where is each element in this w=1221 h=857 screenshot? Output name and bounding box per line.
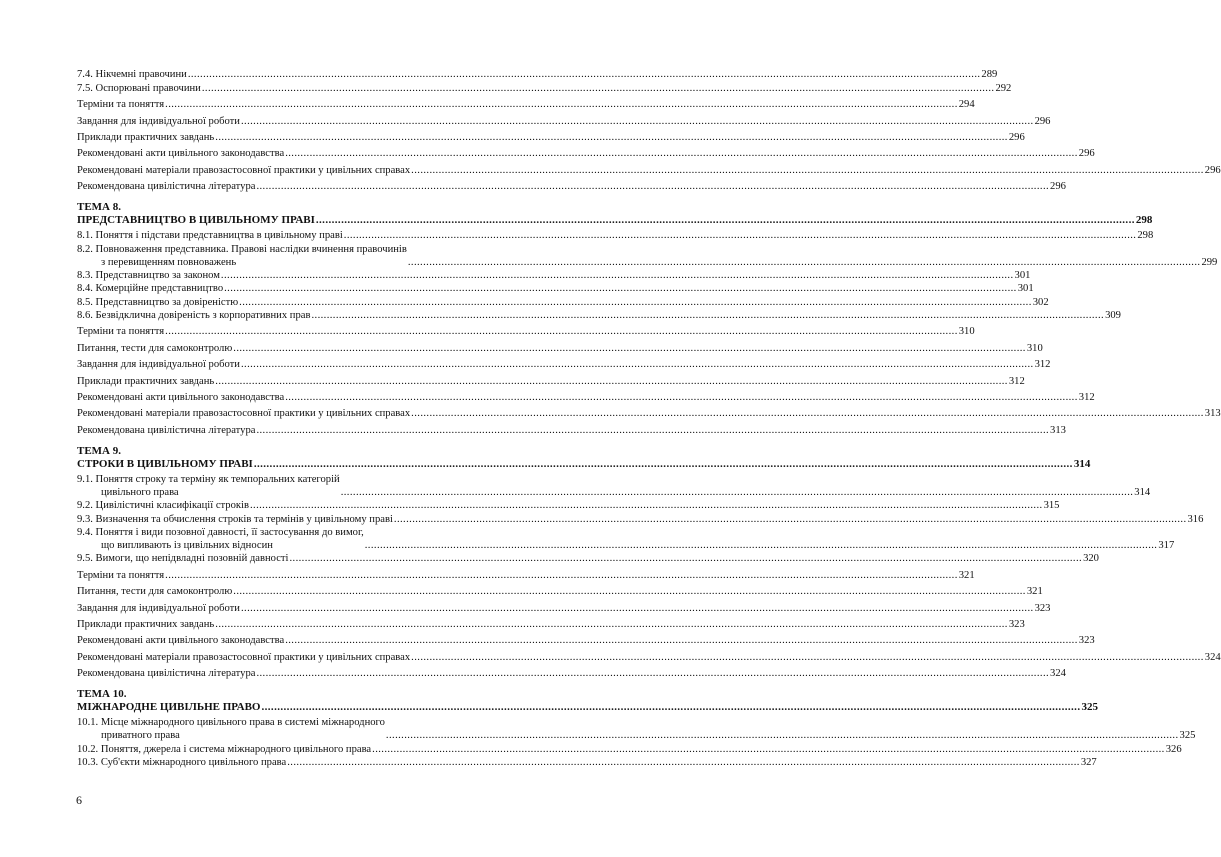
toc-item-label xyxy=(77,526,364,552)
toc-item-row xyxy=(77,229,1154,242)
toc-page-number: 321 xyxy=(1026,586,1043,598)
toc-item-label-line: що випливають із цивільних відносин xyxy=(101,539,273,551)
toc-item-label: Рекомендована цивілістична література xyxy=(77,668,256,680)
toc-page-number: 296 xyxy=(1050,181,1066,193)
toc-item-label: Рекомендовані акти цивільного законодавства xyxy=(77,635,285,647)
toc-item-label-line: 9.4. Поняття і види позовної давності, її застосування до вимог, xyxy=(77,526,364,538)
toc-item-label: Приклади практичних завдань xyxy=(77,375,215,387)
toc-item-label: 8.1. Поняття і підстави представництва в цивільному праві xyxy=(77,230,343,242)
toc-page-number: 301 xyxy=(1017,283,1034,295)
toc-page-number: 314 xyxy=(1134,486,1151,498)
dot-leader: .................................................................................................................................................................................................................................................................... xyxy=(240,115,1034,127)
dot-leader: .................................................................................................................................................................................................................................................................... xyxy=(215,375,1008,387)
toc-item-row xyxy=(77,309,1121,322)
toc-section-row xyxy=(77,342,1043,355)
toc-page-number: 310 xyxy=(1026,342,1043,354)
dot-leader: .................................................................................................................................................................................................................................................................... xyxy=(315,214,1135,227)
toc-item-row xyxy=(77,499,1060,512)
dot-leader: .................................................................................................................................................................................................................................................................... xyxy=(233,342,1026,354)
toc-item-row xyxy=(77,82,1012,95)
dot-leader: .................................................................................................................................................................................................................................................................... xyxy=(239,296,1032,308)
toc-item-label-line: 9.1. Поняття строку та терміну як темпоральних категорій xyxy=(77,473,340,485)
toc-item-label: 9.3. Визначення та обчислення строків та термінів у цивільному праві xyxy=(77,513,393,525)
toc-page-number: 312 xyxy=(1034,359,1051,371)
toc-page-number: 296 xyxy=(1008,131,1025,143)
toc-page-number: 299 xyxy=(1201,256,1218,268)
toc-item-label: 8.5. Представництво за довіреністю xyxy=(77,296,239,308)
dot-leader: .................................................................................................................................................................................................................................................................... xyxy=(256,668,1050,680)
toc-page-number: 324 xyxy=(1204,651,1221,663)
toc-item-label: МІЖНАРОДНЕ ЦИВІЛЬНЕ ПРАВО xyxy=(77,701,261,714)
toc-item-row xyxy=(77,473,1151,499)
dot-leader: .................................................................................................................................................................................................................................................................... xyxy=(256,181,1050,193)
toc-section-row xyxy=(77,618,1025,631)
dot-leader: .................................................................................................................................................................................................................................................................... xyxy=(285,635,1078,647)
dot-leader: .................................................................................................................................................................................................................................................................... xyxy=(224,283,1017,295)
toc-page-number: 325 xyxy=(1081,701,1098,714)
toc-item-label: Рекомендована цивілістична література xyxy=(77,424,256,436)
dot-leader: .................................................................................................................................................................................................................................................................... xyxy=(311,310,1105,322)
toc-item-row xyxy=(77,552,1099,565)
toc-chapter-title xyxy=(77,457,1091,471)
toc-section-row xyxy=(77,634,1095,647)
toc-page-number: 302 xyxy=(1032,296,1049,308)
toc-item-label xyxy=(77,243,407,269)
toc-section-row xyxy=(77,115,1051,128)
dot-leader: .................................................................................................................................................................................................................................................................... xyxy=(364,539,1158,551)
dot-leader: .................................................................................................................................................................................................................................................................... xyxy=(240,602,1034,614)
toc-item-label: 9.2. Цивілістичні класифікації строків xyxy=(77,500,249,512)
table-of-contents xyxy=(77,68,1221,769)
dot-leader: .................................................................................................................................................................................................................................................................... xyxy=(411,408,1204,420)
toc-item-label: 9.5. Вимоги, що непідвладні позовній давності xyxy=(77,553,289,565)
toc-section-row xyxy=(77,98,975,111)
toc-section-row xyxy=(77,131,1025,144)
toc-page-number: 312 xyxy=(1078,392,1095,404)
toc-item-row xyxy=(77,526,1175,552)
toc-page-number: 301 xyxy=(1014,269,1031,281)
dot-leader: .................................................................................................................................................................................................................................................................... xyxy=(165,326,958,338)
toc-item-label-line: приватного права xyxy=(101,730,180,742)
toc-section-row xyxy=(77,147,1095,160)
toc-page-number: 317 xyxy=(1158,539,1175,551)
dot-leader: .................................................................................................................................................................................................................................................................... xyxy=(285,148,1078,160)
toc-chapter-title xyxy=(77,214,1153,227)
toc-item-label-line: цивільного права xyxy=(101,486,179,498)
toc-page-number: 315 xyxy=(1043,500,1060,512)
dot-leader: .................................................................................................................................................................................................................................................................... xyxy=(340,486,1134,498)
dot-leader: .................................................................................................................................................................................................................................................................... xyxy=(285,392,1078,404)
toc-item-label xyxy=(77,473,340,499)
toc-section-row xyxy=(77,358,1051,371)
dot-leader: .................................................................................................................................................................................................................................................................... xyxy=(372,743,1165,755)
toc-item-label: Терміни та поняття xyxy=(77,569,165,581)
toc-item-row xyxy=(77,269,1031,282)
dot-leader: .................................................................................................................................................................................................................................................................... xyxy=(343,230,1137,242)
toc-item-row xyxy=(77,296,1049,309)
toc-item-label: Рекомендовані матеріали правозастосовної практики у цивільних справах xyxy=(77,164,411,176)
toc-item-label: Терміни та поняття xyxy=(77,99,165,111)
toc-item-label: Рекомендовані акти цивільного законодавства xyxy=(77,392,285,404)
toc-item-label: 8.4. Комерційне представництво xyxy=(77,283,224,295)
dot-leader: .................................................................................................................................................................................................................................................................... xyxy=(385,730,1179,742)
toc-item-label: Приклади практичних завдань xyxy=(77,618,215,630)
dot-leader: .................................................................................................................................................................................................................................................................... xyxy=(256,424,1050,436)
toc-item-label: Завдання для індивідуальної роботи xyxy=(77,359,240,371)
toc-page-number: 289 xyxy=(981,69,998,81)
toc-item-label: 8.6. Безвідклична довіреність з корпоративних прав xyxy=(77,310,311,322)
dot-leader: .................................................................................................................................................................................................................................................................... xyxy=(215,618,1008,630)
dot-leader: .................................................................................................................................................................................................................................................................... xyxy=(289,553,1083,565)
toc-page-number: 312 xyxy=(1008,375,1025,387)
toc-section-row xyxy=(77,585,1043,598)
toc-item-label: Терміни та поняття xyxy=(77,326,165,338)
toc-page-number: 298 xyxy=(1135,214,1153,227)
dot-leader: .................................................................................................................................................................................................................................................................... xyxy=(201,82,995,94)
toc-section-row xyxy=(77,569,975,582)
toc-section-row xyxy=(77,375,1025,388)
toc-page-number: 309 xyxy=(1105,310,1121,322)
toc-page-number: 316 xyxy=(1187,513,1204,525)
toc-item-row xyxy=(77,756,1097,769)
dot-leader: .................................................................................................................................................................................................................................................................... xyxy=(411,164,1204,176)
toc-item-label-line: 8.2. Повноваження представника. Правові наслідки вчинення правочинів xyxy=(77,243,407,255)
toc-page-number: 325 xyxy=(1179,730,1196,742)
toc-item-label-line: з перевищенням повноважень xyxy=(101,256,237,268)
dot-leader: .................................................................................................................................................................................................................................................................... xyxy=(261,701,1081,714)
toc-page-number: 320 xyxy=(1083,553,1099,565)
toc-item-label: Рекомендовані матеріали правозастосовної практики у цивільних справах xyxy=(77,408,411,420)
toc-item-row xyxy=(77,513,1204,526)
toc-item-label xyxy=(77,716,385,742)
toc-page-number: 327 xyxy=(1080,756,1097,768)
dot-leader: .................................................................................................................................................................................................................................................................... xyxy=(249,500,1043,512)
toc-item-label: Рекомендована цивілістична література xyxy=(77,181,256,193)
toc-item-label: Завдання для індивідуальної роботи xyxy=(77,115,240,127)
toc-page-number: 326 xyxy=(1165,743,1182,755)
dot-leader: .................................................................................................................................................................................................................................................................... xyxy=(393,513,1187,525)
toc-page-number: 296 xyxy=(1034,115,1051,127)
toc-section-row xyxy=(77,325,975,338)
toc-section-row xyxy=(77,391,1095,404)
toc-item-row xyxy=(77,68,998,81)
toc-item-row xyxy=(77,743,1182,756)
toc-section-row xyxy=(77,602,1051,615)
toc-page-number: 321 xyxy=(958,569,975,581)
toc-section-row xyxy=(77,651,1221,664)
toc-item-label: 7.4. Нікчемні правочини xyxy=(77,69,187,81)
chapter-number: ТЕМА 8. xyxy=(77,201,121,214)
dot-leader: .................................................................................................................................................................................................................................................................... xyxy=(233,586,1026,598)
toc-item-label: ПРЕДСТАВНИЦТВО В ЦИВІЛЬНОМУ ПРАВІ xyxy=(77,214,315,227)
toc-item-label: Рекомендовані акти цивільного законодавства xyxy=(77,148,285,160)
toc-item-label: 7.5. Оспорювані правочини xyxy=(77,82,201,94)
toc-item-label-line: 10.1. Місце міжнародного цивільного права в системі міжнародного xyxy=(77,717,385,729)
dot-leader: .................................................................................................................................................................................................................................................................... xyxy=(165,99,958,111)
toc-page-number: 313 xyxy=(1204,408,1221,420)
toc-item-label: Приклади практичних завдань xyxy=(77,131,215,143)
page-number: 6 xyxy=(76,793,82,807)
toc-item-label: Питання, тести для самоконтролю xyxy=(77,586,233,598)
toc-page-number: 323 xyxy=(1078,635,1095,647)
chapter-number: ТЕМА 10. xyxy=(77,688,127,701)
dot-leader: .................................................................................................................................................................................................................................................................... xyxy=(220,269,1014,281)
toc-item-label: 10.2. Поняття, джерела і система міжнародного цивільного права xyxy=(77,743,372,755)
toc-item-row xyxy=(77,243,1218,269)
toc-page-number: 323 xyxy=(1034,602,1051,614)
dot-leader: .................................................................................................................................................................................................................................................................... xyxy=(240,359,1034,371)
toc-item-label: 10.3. Суб'єкти міжнародного цивільного права xyxy=(77,756,287,768)
dot-leader: .................................................................................................................................................................................................................................................................... xyxy=(215,131,1008,143)
toc-page-number: 298 xyxy=(1137,230,1154,242)
dot-leader: .................................................................................................................................................................................................................................................................... xyxy=(407,256,1201,268)
toc-item-label: Завдання для індивідуальної роботи xyxy=(77,602,240,614)
dot-leader: .................................................................................................................................................................................................................................................................... xyxy=(287,756,1080,768)
toc-section-row xyxy=(77,164,1221,177)
toc-section-row xyxy=(77,180,1066,193)
toc-item-label: Питання, тести для самоконтролю xyxy=(77,342,233,354)
toc-page-number: 323 xyxy=(1008,618,1025,630)
toc-page-number: 296 xyxy=(1078,148,1095,160)
toc-item-label: 8.3. Представництво за законом xyxy=(77,269,220,281)
toc-item-label: СТРОКИ В ЦИВІЛЬНОМУ ПРАВІ xyxy=(77,457,253,470)
dot-leader: .................................................................................................................................................................................................................................................................... xyxy=(165,569,958,581)
dot-leader: .................................................................................................................................................................................................................................................................... xyxy=(187,69,981,81)
toc-page-number: 324 xyxy=(1050,668,1066,680)
chapter-number: ТЕМА 9. xyxy=(77,444,121,457)
toc-page-number: 314 xyxy=(1073,457,1091,470)
dot-leader: .................................................................................................................................................................................................................................................................... xyxy=(411,651,1204,663)
toc-item-label: Рекомендовані матеріали правозастосовної практики у цивільних справах xyxy=(77,651,411,663)
dot-leader: .................................................................................................................................................................................................................................................................... xyxy=(253,457,1073,470)
toc-section-row xyxy=(77,667,1066,680)
toc-page-number: 294 xyxy=(958,99,975,111)
toc-item-row xyxy=(77,282,1034,295)
toc-page-number: 313 xyxy=(1050,424,1066,436)
toc-page-number: 310 xyxy=(958,326,975,338)
toc-section-row xyxy=(77,424,1066,437)
toc-section-row xyxy=(77,407,1221,420)
toc-page-number: 296 xyxy=(1204,164,1221,176)
toc-page-number: 292 xyxy=(995,82,1012,94)
toc-item-row xyxy=(77,716,1196,742)
toc-chapter-title xyxy=(77,701,1098,714)
